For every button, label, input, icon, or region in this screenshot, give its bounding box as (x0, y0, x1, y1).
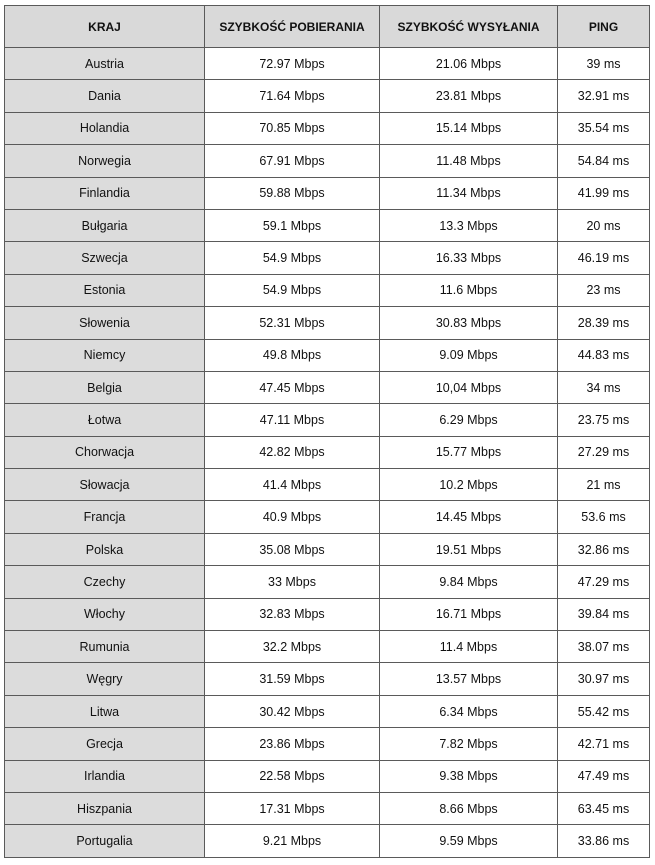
cell-ping: 44.83 ms (558, 339, 650, 371)
cell-download-speed: 70.85 Mbps (205, 112, 380, 144)
cell-upload-speed: 11.48 Mbps (380, 145, 558, 177)
cell-download-speed: 30.42 Mbps (205, 695, 380, 727)
table-row (5, 177, 650, 209)
cell-upload-speed: 11.4 Mbps (380, 631, 558, 663)
cell-country: Słowacja (5, 469, 205, 501)
cell-download-speed: 47.45 Mbps (205, 371, 380, 403)
cell-upload-speed: 9.84 Mbps (380, 566, 558, 598)
internet-speed-table (4, 5, 650, 858)
header-upload-speed: SZYBKOŚĆ WYSYŁANIA (380, 6, 558, 48)
table-row (5, 501, 650, 533)
cell-ping: 47.29 ms (558, 566, 650, 598)
table-row (5, 566, 650, 598)
header-download-speed: SZYBKOŚĆ POBIERANIA (205, 6, 380, 48)
cell-country: Holandia (5, 112, 205, 144)
header-country: KRAJ (5, 6, 205, 48)
cell-ping: 27.29 ms (558, 436, 650, 468)
table-row (5, 598, 650, 630)
cell-download-speed: 49.8 Mbps (205, 339, 380, 371)
cell-upload-speed: 16.71 Mbps (380, 598, 558, 630)
cell-ping: 38.07 ms (558, 631, 650, 663)
cell-download-speed: 72.97 Mbps (205, 48, 380, 80)
cell-download-speed: 47.11 Mbps (205, 404, 380, 436)
cell-country: Bułgaria (5, 209, 205, 241)
table-row (5, 112, 650, 144)
cell-ping: 41.99 ms (558, 177, 650, 209)
cell-download-speed: 33 Mbps (205, 566, 380, 598)
cell-ping: 53.6 ms (558, 501, 650, 533)
cell-ping: 30.97 ms (558, 663, 650, 695)
cell-country: Rumunia (5, 631, 205, 663)
table-row (5, 533, 650, 565)
table-row (5, 695, 650, 727)
cell-upload-speed: 9.59 Mbps (380, 825, 558, 857)
table-row (5, 80, 650, 112)
cell-ping: 34 ms (558, 371, 650, 403)
header-ping: PING (558, 6, 650, 48)
cell-upload-speed: 30.83 Mbps (380, 307, 558, 339)
table-row (5, 145, 650, 177)
table-row (5, 631, 650, 663)
cell-upload-speed: 8.66 Mbps (380, 792, 558, 824)
cell-download-speed: 23.86 Mbps (205, 728, 380, 760)
cell-country: Litwa (5, 695, 205, 727)
cell-download-speed: 17.31 Mbps (205, 792, 380, 824)
cell-country: Dania (5, 80, 205, 112)
table-row (5, 404, 650, 436)
cell-download-speed: 54.9 Mbps (205, 274, 380, 306)
cell-download-speed: 71.64 Mbps (205, 80, 380, 112)
cell-country: Chorwacja (5, 436, 205, 468)
cell-ping: 46.19 ms (558, 242, 650, 274)
cell-ping: 54.84 ms (558, 145, 650, 177)
cell-download-speed: 52.31 Mbps (205, 307, 380, 339)
cell-ping: 28.39 ms (558, 307, 650, 339)
cell-country: Czechy (5, 566, 205, 598)
cell-country: Węgry (5, 663, 205, 695)
table-row (5, 48, 650, 80)
cell-ping: 47.49 ms (558, 760, 650, 792)
cell-ping: 55.42 ms (558, 695, 650, 727)
cell-ping: 35.54 ms (558, 112, 650, 144)
table-row (5, 792, 650, 824)
cell-ping: 23 ms (558, 274, 650, 306)
table-row (5, 469, 650, 501)
cell-download-speed: 32.2 Mbps (205, 631, 380, 663)
cell-ping: 42.71 ms (558, 728, 650, 760)
table-row (5, 209, 650, 241)
cell-upload-speed: 15.14 Mbps (380, 112, 558, 144)
table-row (5, 274, 650, 306)
cell-country: Włochy (5, 598, 205, 630)
cell-upload-speed: 7.82 Mbps (380, 728, 558, 760)
cell-country: Łotwa (5, 404, 205, 436)
cell-download-speed: 31.59 Mbps (205, 663, 380, 695)
cell-ping: 32.86 ms (558, 533, 650, 565)
cell-upload-speed: 14.45 Mbps (380, 501, 558, 533)
cell-country: Portugalia (5, 825, 205, 857)
cell-upload-speed: 21.06 Mbps (380, 48, 558, 80)
cell-download-speed: 41.4 Mbps (205, 469, 380, 501)
cell-upload-speed: 11.34 Mbps (380, 177, 558, 209)
cell-country: Belgia (5, 371, 205, 403)
cell-ping: 32.91 ms (558, 80, 650, 112)
cell-ping: 23.75 ms (558, 404, 650, 436)
cell-country: Irlandia (5, 760, 205, 792)
cell-download-speed: 54.9 Mbps (205, 242, 380, 274)
cell-country: Hiszpania (5, 792, 205, 824)
table-body (5, 48, 650, 858)
table-row (5, 760, 650, 792)
cell-country: Słowenia (5, 307, 205, 339)
table-row (5, 436, 650, 468)
cell-upload-speed: 15.77 Mbps (380, 436, 558, 468)
table-row (5, 663, 650, 695)
table-row (5, 371, 650, 403)
cell-upload-speed: 11.6 Mbps (380, 274, 558, 306)
cell-upload-speed: 19.51 Mbps (380, 533, 558, 565)
cell-country: Estonia (5, 274, 205, 306)
cell-ping: 39 ms (558, 48, 650, 80)
cell-upload-speed: 23.81 Mbps (380, 80, 558, 112)
cell-download-speed: 59.88 Mbps (205, 177, 380, 209)
table-row (5, 825, 650, 857)
cell-country: Finlandia (5, 177, 205, 209)
cell-upload-speed: 13.3 Mbps (380, 209, 558, 241)
cell-upload-speed: 6.34 Mbps (380, 695, 558, 727)
cell-ping: 39.84 ms (558, 598, 650, 630)
header-row (5, 6, 650, 48)
table-header (5, 6, 650, 48)
cell-ping: 20 ms (558, 209, 650, 241)
cell-upload-speed: 10,04 Mbps (380, 371, 558, 403)
cell-download-speed: 67.91 Mbps (205, 145, 380, 177)
cell-country: Austria (5, 48, 205, 80)
cell-country: Grecja (5, 728, 205, 760)
cell-download-speed: 35.08 Mbps (205, 533, 380, 565)
cell-download-speed: 40.9 Mbps (205, 501, 380, 533)
table-row (5, 307, 650, 339)
cell-ping: 63.45 ms (558, 792, 650, 824)
cell-download-speed: 22.58 Mbps (205, 760, 380, 792)
cell-upload-speed: 9.38 Mbps (380, 760, 558, 792)
cell-download-speed: 59.1 Mbps (205, 209, 380, 241)
cell-upload-speed: 9.09 Mbps (380, 339, 558, 371)
cell-country: Szwecja (5, 242, 205, 274)
cell-upload-speed: 13.57 Mbps (380, 663, 558, 695)
cell-download-speed: 32.83 Mbps (205, 598, 380, 630)
cell-ping: 21 ms (558, 469, 650, 501)
cell-download-speed: 9.21 Mbps (205, 825, 380, 857)
cell-country: Norwegia (5, 145, 205, 177)
cell-upload-speed: 10.2 Mbps (380, 469, 558, 501)
cell-download-speed: 42.82 Mbps (205, 436, 380, 468)
table-row (5, 728, 650, 760)
cell-country: Polska (5, 533, 205, 565)
table-row (5, 242, 650, 274)
cell-upload-speed: 16.33 Mbps (380, 242, 558, 274)
cell-country: Francja (5, 501, 205, 533)
cell-upload-speed: 6.29 Mbps (380, 404, 558, 436)
table-row (5, 339, 650, 371)
cell-country: Niemcy (5, 339, 205, 371)
cell-ping: 33.86 ms (558, 825, 650, 857)
